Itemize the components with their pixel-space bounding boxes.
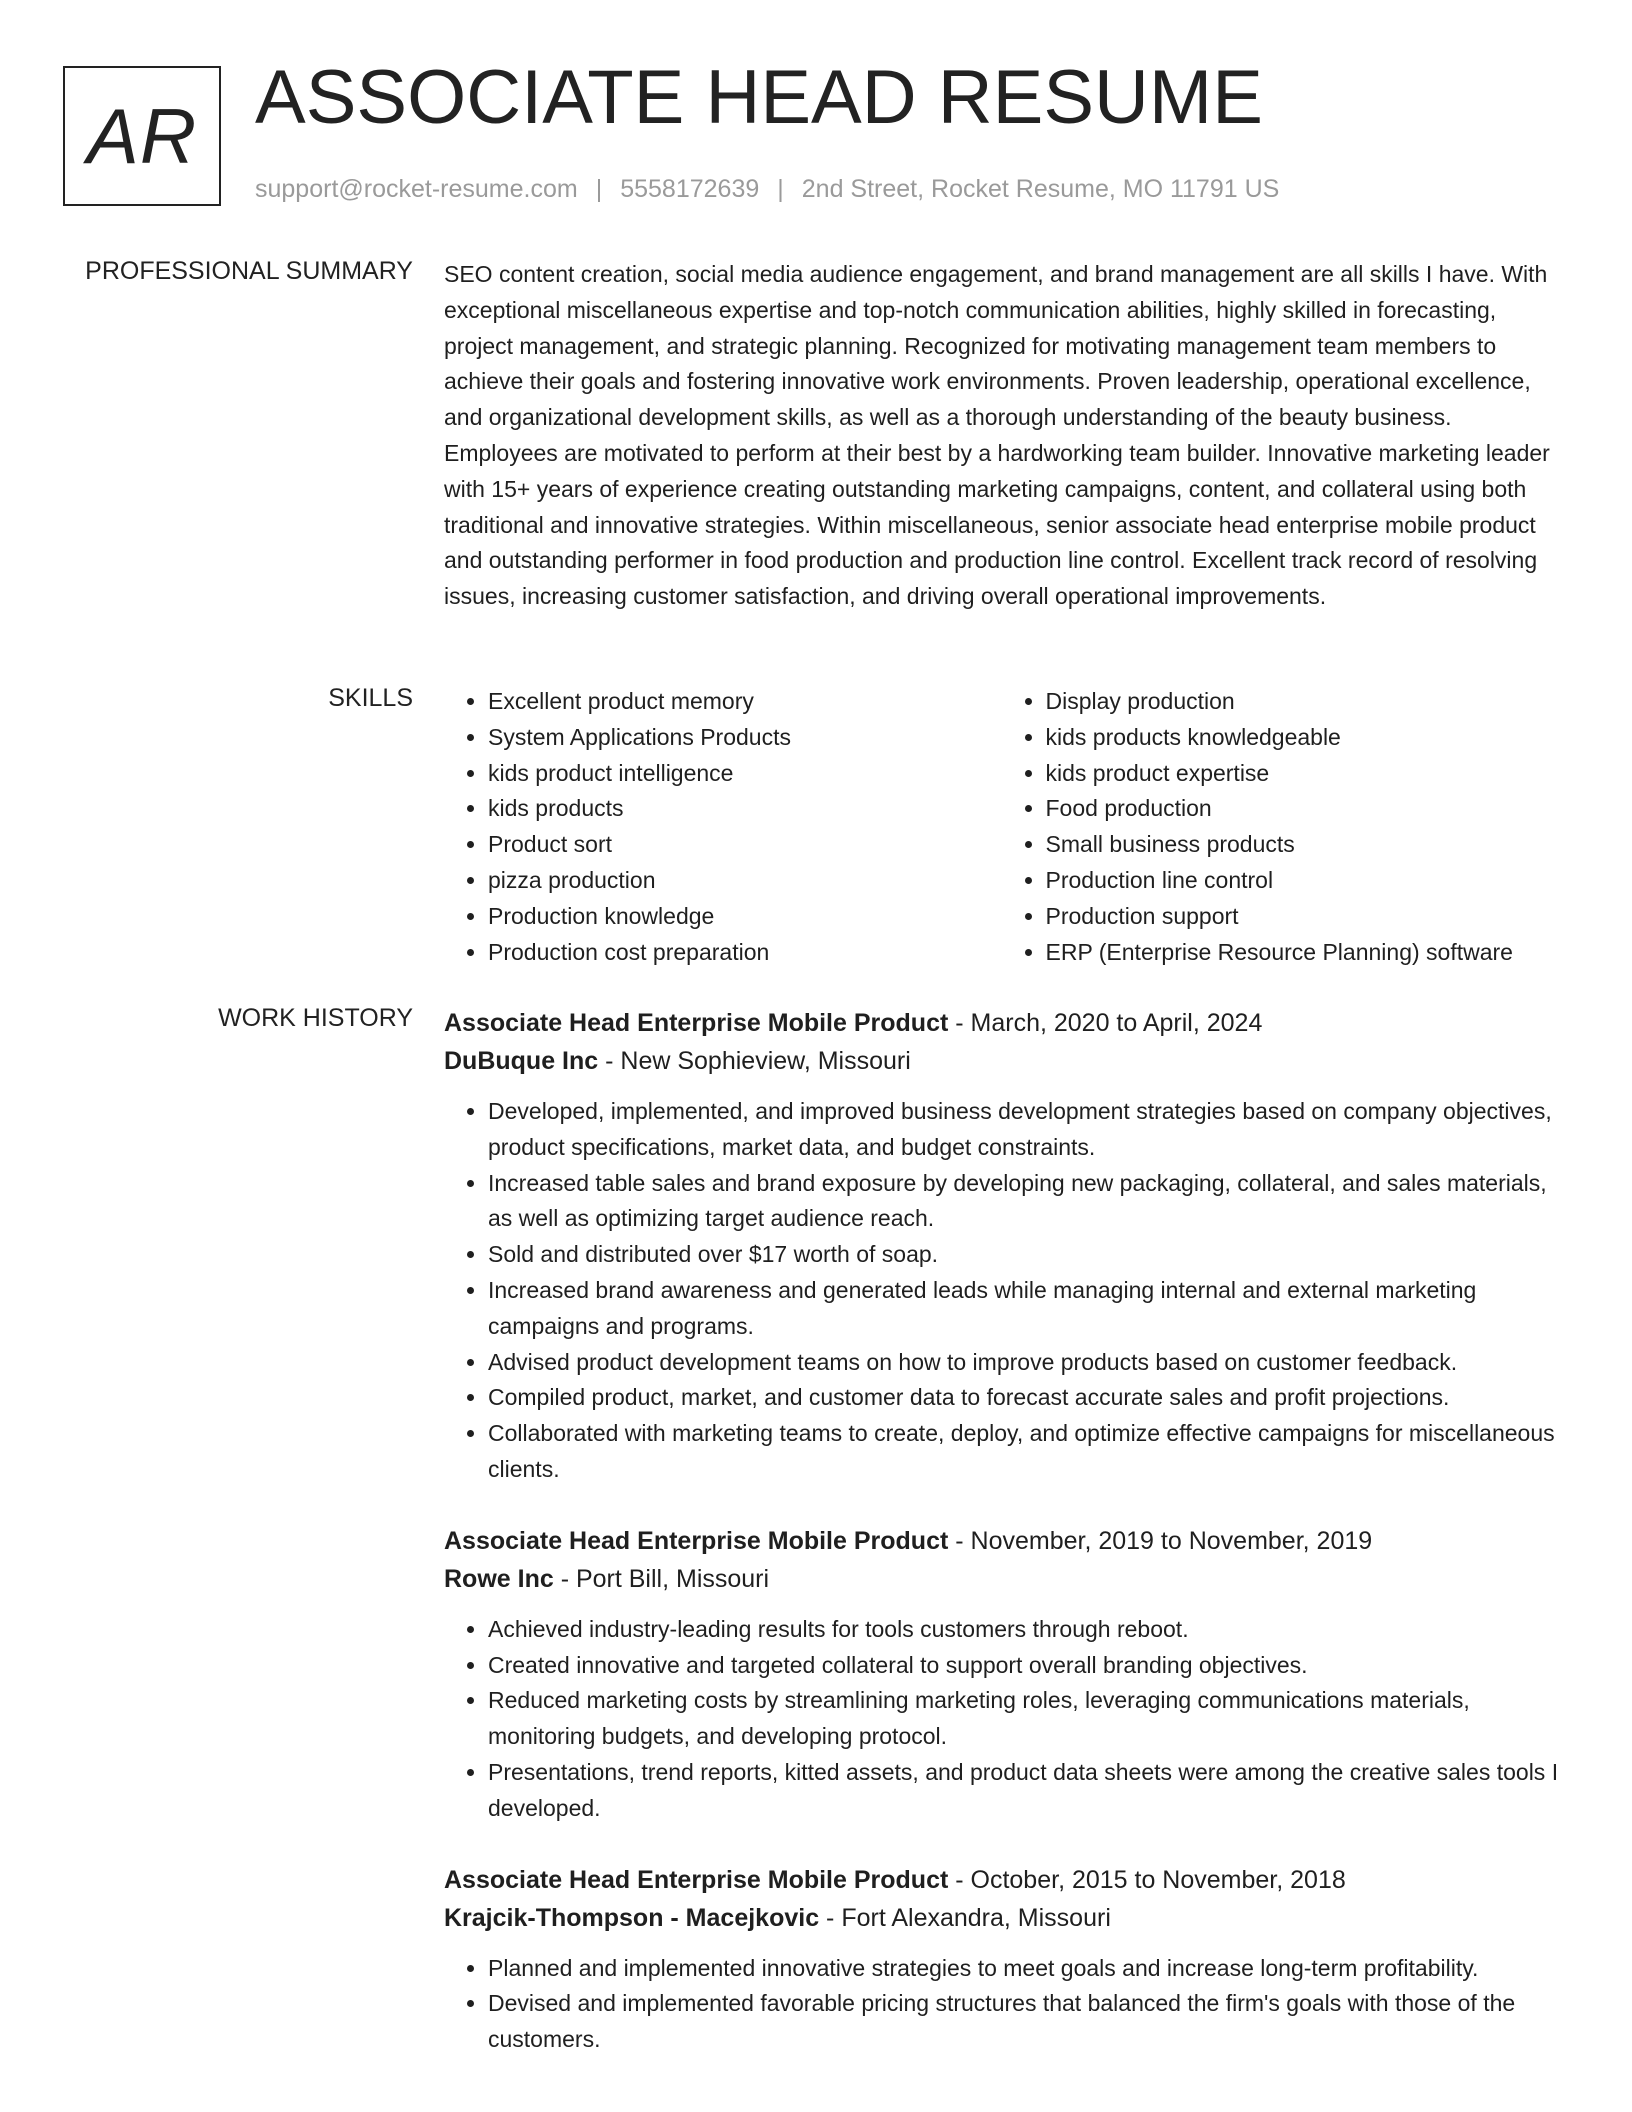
job-bullet: • Advised product development teams on how to improve products based on customer feedback. xyxy=(488,1345,1559,1381)
skill-item: • kids product expertise xyxy=(1046,756,1560,792)
job-title: Associate Head Enterprise Mobile Product xyxy=(444,1526,949,1555)
job-bullet: • Compiled product, market, and customer data to forecast accurate sales and profit projections. xyxy=(488,1380,1559,1416)
job-entry xyxy=(444,1004,1559,1488)
summary-label: PROFESSIONAL SUMMARY xyxy=(85,257,413,285)
job-bullets xyxy=(444,1612,1559,1827)
job-title: Associate Head Enterprise Mobile Product xyxy=(444,1009,949,1037)
job-bullet: • Reduced marketing costs by streamlining marketing roles, leveraging communications materials, monitoring budgets, and developing protocol. xyxy=(488,1683,1559,1755)
job-bullet: • Devised and implemented favorable pricing structures that balanced the firm's goals with those of the customers. xyxy=(488,1986,1559,2058)
job-dates: - March, 2020 to April, 2024 xyxy=(948,1009,1263,1037)
skill-item: • kids product intelligence xyxy=(488,756,1002,792)
contact-email: support@rocket-resume.com xyxy=(255,175,578,203)
job-bullet: • Planned and implemented innovative strategies to meet goals and increase long-term profitability. xyxy=(488,1951,1559,1987)
job-bullet: • Increased brand awareness and generated leads while managing internal and external marketing campaigns and programs. xyxy=(488,1273,1559,1345)
skill-item: • kids products xyxy=(488,791,1002,827)
job-title-line xyxy=(444,1861,1559,1899)
job-company: Krajcik-Thompson - Macejkovic xyxy=(444,1903,820,1932)
job-company: DuBuque Inc xyxy=(444,1047,599,1075)
skill-item: • Production knowledge xyxy=(488,899,1002,935)
job-bullet: • Presentations, trend reports, kitted assets, and product data sheets were among the creative sales tools I developed. xyxy=(488,1755,1559,1827)
job-bullets xyxy=(444,1951,1559,2058)
skills-label: SKILLS xyxy=(328,684,413,712)
skills-list-right xyxy=(1002,684,1560,970)
skill-item: • Display production xyxy=(1046,684,1560,720)
job-title-line xyxy=(444,1004,1559,1042)
contact-phone: 5558172639 xyxy=(620,175,760,203)
skill-item: • Small business products xyxy=(1046,827,1560,863)
skill-item: • Production line control xyxy=(1046,863,1560,899)
skill-item: • Food production xyxy=(1046,791,1560,827)
skill-item: • pizza production xyxy=(488,863,1002,899)
job-bullet: • Sold and distributed over $17 worth of soap. xyxy=(488,1237,1559,1273)
job-bullet: • Achieved industry-leading results for tools customers through reboot. xyxy=(488,1612,1559,1648)
job-company-line xyxy=(444,1560,1559,1598)
initials: AR xyxy=(86,91,198,180)
work-history-label: WORK HISTORY xyxy=(218,1004,413,1032)
job-bullet: • Collaborated with marketing teams to create, deploy, and optimize effective campaigns for miscellaneous clients. xyxy=(488,1416,1559,1488)
job-bullet: • Created innovative and targeted collateral to support overall branding objectives. xyxy=(488,1648,1559,1684)
job-entry xyxy=(444,1522,1559,1827)
skills-list-left xyxy=(444,684,1002,970)
job-bullet: • Increased table sales and brand exposure by developing new packaging, collateral, and sales materials, as well as optimizing target audience reach. xyxy=(488,1166,1559,1238)
job-entry xyxy=(444,1861,1559,2058)
skill-item: • Production cost preparation xyxy=(488,935,1002,971)
skill-item: • kids products knowledgeable xyxy=(1046,720,1560,756)
job-company: Rowe Inc xyxy=(444,1564,554,1593)
contact-address: 2nd Street, Rocket Resume, MO 11791 US xyxy=(801,175,1280,203)
job-dates: - November, 2019 to November, 2019 xyxy=(948,1526,1373,1555)
contact-line xyxy=(255,175,1279,204)
skill-item: • Excellent product memory xyxy=(488,684,1002,720)
job-location: - Port Bill, Missouri xyxy=(553,1564,770,1593)
job-title-line xyxy=(444,1522,1559,1560)
job-location: - Fort Alexandra, Missouri xyxy=(819,1903,1111,1932)
summary-text: SEO content creation, social media audience engagement, and brand management are all skills I have. With exceptional miscellaneous expertise and top-notch communication abilities, highly skilled in forecasting, project management, and strategic planning. Recognized for motivating management team members to achieve their goals and fostering innovative work environments. Proven leadership, operational excellence, and organizational development skills, as well as a thorough understanding of the beauty business. Employees are motivated to perform at their best by a hardworking team builder. Innovative marketing leader with 15+ years of experience creating outstanding marketing campaigns, content, and collateral using both traditional and innovative strategies. Within miscellaneous, senior associate head enterprise mobile product and outstanding performer in food production and production line control. Excellent track record of resolving issues, increasing customer satisfaction, and driving overall operational improvements. xyxy=(444,261,1550,610)
job-company-line xyxy=(444,1042,1559,1080)
skill-item: • Production support xyxy=(1046,899,1560,935)
job-company-line xyxy=(444,1899,1559,1937)
monogram-box xyxy=(63,66,221,206)
job-title: Associate Head Enterprise Mobile Product xyxy=(444,1865,949,1894)
skill-item: • Product sort xyxy=(488,827,1002,863)
contact-separator: | xyxy=(595,175,603,203)
job-bullet: • Developed, implemented, and improved business development strategies based on company objectives, product specifications, market data, and budget constraints. xyxy=(488,1094,1559,1166)
resume-title: ASSOCIATE HEAD RESUME xyxy=(255,55,1263,140)
job-bullets xyxy=(444,1094,1559,1488)
skill-item: • ERP (Enterprise Resource Planning) software xyxy=(1046,935,1560,971)
job-dates: - October, 2015 to November, 2018 xyxy=(948,1865,1346,1894)
job-location: - New Sophieview, Missouri xyxy=(598,1047,911,1075)
contact-separator: | xyxy=(777,175,784,203)
skill-item: • System Applications Products xyxy=(488,720,1002,756)
